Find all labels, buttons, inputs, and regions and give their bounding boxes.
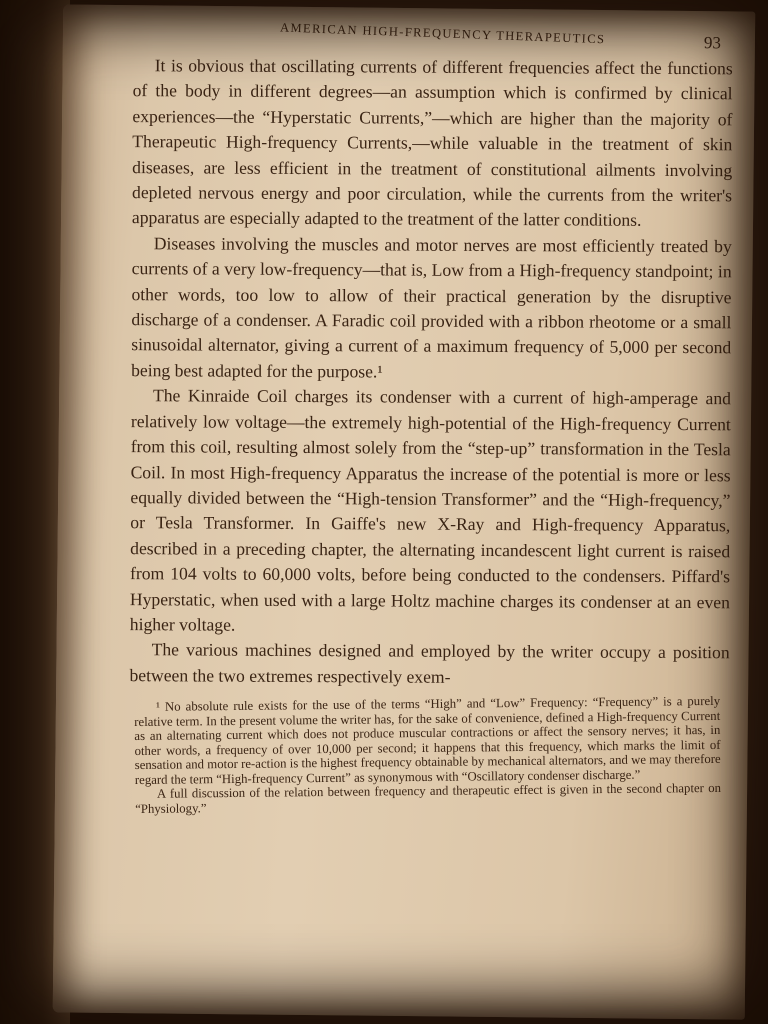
footnotes — [126, 694, 727, 816]
paragraph: Diseases involving the muscles and motor nerves are most efficiently treated by currents of a very low-frequency—that is, Low from a High-frequency standpoint; in other words, too low to allow of their practical generation by the disruptive discharge of a condenser. A Faradic coil provided with a ribbon rheotome or a small sinusoidal alternator, giving a current of a maximum frequency of 5,000 per second being best adapted for the purpose.¹ — [131, 233, 732, 382]
paragraph: It is obvious that oscillating currents of different frequencies affect the functions of the body in different degrees—an assumption which is confirmed by clinical experiences—the “Hyperstatic Currents,”—which are higher than the majority of Therapeutic High-frequency Currents,—while valuable in the treatment of skin diseases, are less efficient in the treatment of constitutional ailments involving depleted nervous energy and poor circulation, while the currents from the writer's apparatus are especially adapted to the treatment of the latter conditions. — [131, 55, 733, 231]
body-text — [129, 53, 732, 691]
page-number: 93 — [703, 33, 722, 53]
footnote: ¹ No absolute rule exists for the use of the terms “High” and “Low” Frequency: “Frequency” is a purely relative term. In the present volume the writer has, for the sake of convenience, defined a High-frequency Current as an alternating current which does not produce muscular contractions or affect the sensory nerves; it has, in other words, a frequency of over 10,000 per second; it happens that this frequency, which marks the limit of sensation and motor re-action is the highest frequency obtainable by mechanical alternators, and we may therefore regard the term “High-frequency Current” as synonymous with “Oscillatory condenser discharge.” — [134, 694, 721, 787]
paragraph: The various machines designed and employed by the writer occupy a position between the two extremes respectively exem- — [129, 639, 730, 687]
running-title: AMERICAN HIGH-FREQUENCY THERAPEUTICS — [280, 20, 606, 47]
paragraph: The Kinraide Coil charges its condenser with a current of high-amperage and relatively low voltage—the extremely high-potential of the High-frequency Current from this coil, resulting almost solely from the “step-up” transformation in the Tesla Coil. In most High-frequency Apparatus the increase of the potential is more or less equally divided between the “High-tension Transformer” and the “High-frequency,” or Tesla Transformer. In Gaiffe's new X-Ray and High-frequency Apparatus, described in a preceding chapter, the alternating incandescent light current is raised from 104 volts to 60,000 volts, before being conducted to the condensers. Piffard's Hyperstatic, when used with a large Holtz machine charges its condenser at an even higher voltage. — [129, 385, 732, 635]
page-content — [125, 20, 733, 822]
book-page — [53, 4, 756, 1019]
footnote: A full discussion of the relation between frequency and therapeutic effect is given in the second chapter on “Physiology.” — [135, 781, 722, 816]
